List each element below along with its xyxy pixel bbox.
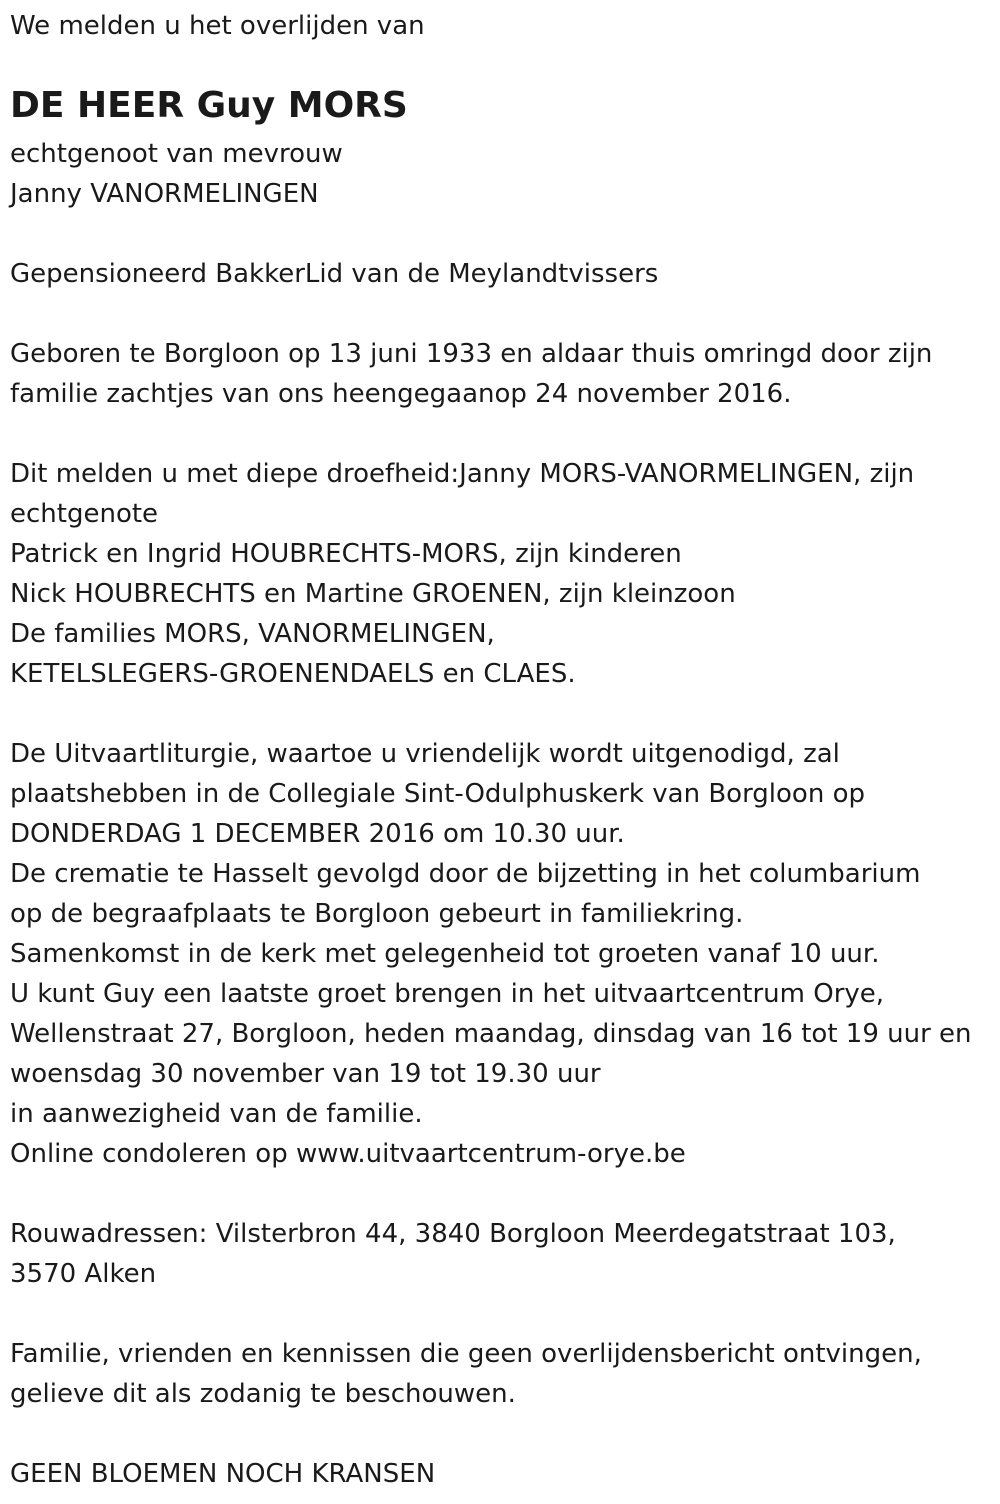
funeral-block bbox=[10, 734, 972, 1174]
spouse-block bbox=[10, 134, 343, 214]
notice-line: gelieve dit als zodanig te beschouwen. bbox=[10, 1379, 516, 1409]
address-line: Rouwadressen: Vilsterbron 44, 3840 Borgloon Meerdegatstraat 103, bbox=[10, 1219, 896, 1249]
funeral-line: De Uitvaartliturgie, waartoe u vriendelijk wordt uitgenodigd, zal bbox=[10, 739, 840, 769]
funeral-line: Samenkomst in de kerk met gelegenheid tot groeten vanaf 10 uur. bbox=[10, 939, 880, 969]
occupation-block bbox=[10, 254, 658, 294]
notice-line: Familie, vrienden en kennissen die geen overlijdensbericht ontvingen, bbox=[10, 1339, 922, 1369]
closing-block bbox=[10, 1454, 435, 1494]
intro-text: We melden u het overlijden van bbox=[10, 11, 425, 41]
funeral-line: in aanwezigheid van de familie. bbox=[10, 1099, 423, 1129]
spouse-line: echtgenoot van mevrouw bbox=[10, 139, 343, 169]
family-line: De families MORS, VANORMELINGEN, bbox=[10, 619, 495, 649]
family-line: Nick HOUBRECHTS en Martine GROENEN, zijn kleinzoon bbox=[10, 579, 736, 609]
funeral-line: De crematie te Hasselt gevolgd door de bijzetting in het columbarium bbox=[10, 859, 921, 889]
birth-line: Geboren te Borgloon op 13 juni 1933 en aldaar thuis omringd door zijn bbox=[10, 339, 933, 369]
funeral-line: U kunt Guy een laatste groet brengen in het uitvaartcentrum Orye, bbox=[10, 979, 885, 1009]
spouse-name: Janny VANORMELINGEN bbox=[10, 179, 319, 209]
family-line: Dit melden u met diepe droefheid:Janny MORS-VANORMELINGEN, zijn bbox=[10, 459, 915, 489]
addresses-block bbox=[10, 1214, 896, 1294]
family-line: KETELSLEGERS-GROENENDAELS en CLAES. bbox=[10, 659, 576, 689]
notice-block bbox=[10, 1334, 922, 1414]
birth-line: familie zachtjes van ons heengegaanop 24 november 2016. bbox=[10, 379, 792, 409]
funeral-line: plaatshebben in de Collegiale Sint-Odulphuskerk van Borgloon op bbox=[10, 779, 865, 809]
funeral-line: op de begraafplaats te Borgloon gebeurt in familiekring. bbox=[10, 899, 744, 929]
closing-text: GEEN BLOEMEN NOCH KRANSEN bbox=[10, 1459, 436, 1489]
funeral-line: DONDERDAG 1 DECEMBER 2016 om 10.30 uur. bbox=[10, 819, 625, 849]
funeral-line: Wellenstraat 27, Borgloon, heden maandag, dinsdag van 16 tot 19 uur en bbox=[10, 1019, 972, 1049]
funeral-line: woensdag 30 november van 19 tot 19.30 uur bbox=[10, 1059, 601, 1089]
condolence-website: Online condoleren op www.uitvaartcentrum-orye.be bbox=[10, 1139, 686, 1169]
deceased-name: DE HEER Guy MORS bbox=[10, 85, 408, 126]
birth-block bbox=[10, 334, 932, 414]
address-line: 3570 Alken bbox=[10, 1259, 157, 1289]
family-line: echtgenote bbox=[10, 499, 159, 529]
family-line: Patrick en Ingrid HOUBRECHTS-MORS, zijn kinderen bbox=[10, 539, 682, 569]
occupation-text: Gepensioneerd BakkerLid van de Meylandtvissers bbox=[10, 259, 659, 289]
family-block bbox=[10, 454, 914, 694]
